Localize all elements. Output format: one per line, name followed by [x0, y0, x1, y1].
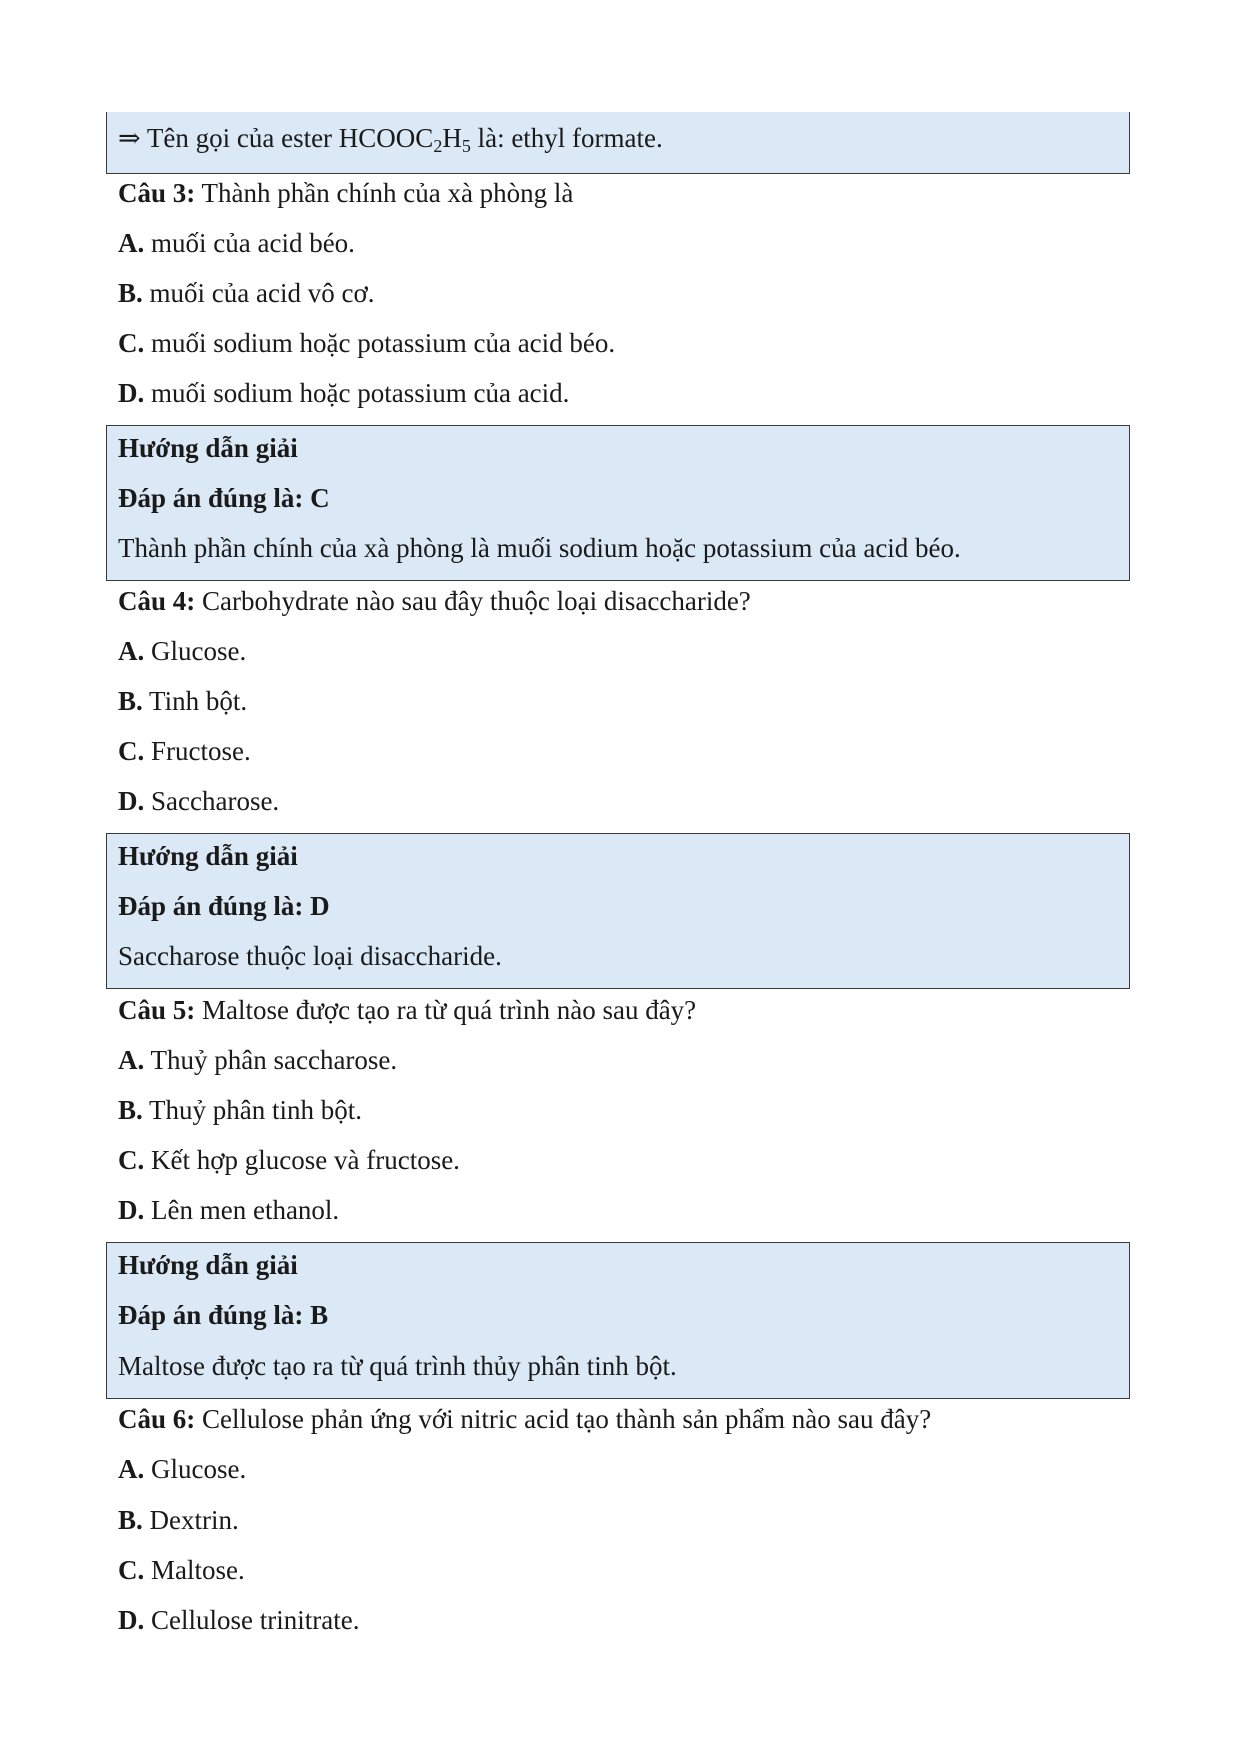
solution-explanation: Maltose được tạo ra từ quá trình thủy phân tinh bột.	[118, 1351, 677, 1381]
solution-answer: Đáp án đúng là: D	[118, 891, 330, 921]
solution-heading: Hướng dẫn giải	[118, 1250, 298, 1280]
question-5-option-d: D. Lên men ethanol.	[118, 1195, 340, 1225]
question-label: Câu 5:	[118, 995, 196, 1025]
question-4-option-a: A. Glucose.	[118, 636, 247, 666]
solution-explanation: Thành phần chính của xà phòng là muối sodium hoặc potassium của acid béo.	[118, 533, 961, 563]
question-3-stem: Câu 3: Thành phần chính của xà phòng là	[118, 178, 574, 208]
question-4-option-b: B. Tinh bột.	[118, 686, 248, 716]
question-5-option-b: B. Thuỷ phân tinh bột.	[118, 1095, 363, 1125]
question-3-option-b: B. muối của acid vô cơ.	[118, 278, 375, 308]
solution-heading: Hướng dẫn giải	[118, 433, 298, 463]
question-label: Câu 3:	[118, 178, 196, 208]
question-6-option-c: C. Maltose.	[118, 1555, 245, 1585]
question-5-stem: Câu 5: Maltose được tạo ra từ quá trình nào sau đây?	[118, 995, 697, 1025]
question-3-option-a: A. muối của acid béo.	[118, 228, 355, 258]
solution-explanation: Saccharose thuộc loại disaccharide.	[118, 941, 502, 971]
question-4-option-c: C. Fructose.	[118, 736, 251, 766]
question-6-option-b: B. Dextrin.	[118, 1505, 239, 1535]
question-4-option-d: D. Saccharose.	[118, 786, 280, 816]
question-6-option-a: A. Glucose.	[118, 1454, 247, 1484]
question-4-stem: Câu 4: Carbohydrate nào sau đây thuộc loại disaccharide?	[118, 586, 751, 616]
question-5-option-a: A. Thuỷ phân saccharose.	[118, 1045, 398, 1075]
question-3-option-d: D. muối sodium hoặc potassium của acid.	[118, 378, 570, 408]
question-6-stem: Câu 6: Cellulose phản ứng với nitric acid tạo thành sản phẩm nào sau đây?	[118, 1404, 932, 1434]
question-label: Câu 4:	[118, 586, 196, 616]
implies-arrow: ⇒	[118, 123, 141, 153]
question-5-option-c: C. Kết hợp glucose và fructose.	[118, 1145, 460, 1175]
solution-answer: Đáp án đúng là: B	[118, 1300, 329, 1330]
solution-answer: Đáp án đúng là: C	[118, 483, 330, 513]
solution-heading: Hướng dẫn giải	[118, 841, 298, 871]
carryover-text: ⇒ Tên gọi của ester $HCOOC_2H_5$ là: ethyl formate.	[118, 123, 663, 156]
question-6-option-d: D. Cellulose trinitrate.	[118, 1605, 360, 1635]
question-label: Câu 6:	[118, 1404, 196, 1434]
question-3-option-c: C. muối sodium hoặc potassium của acid béo.	[118, 328, 616, 358]
